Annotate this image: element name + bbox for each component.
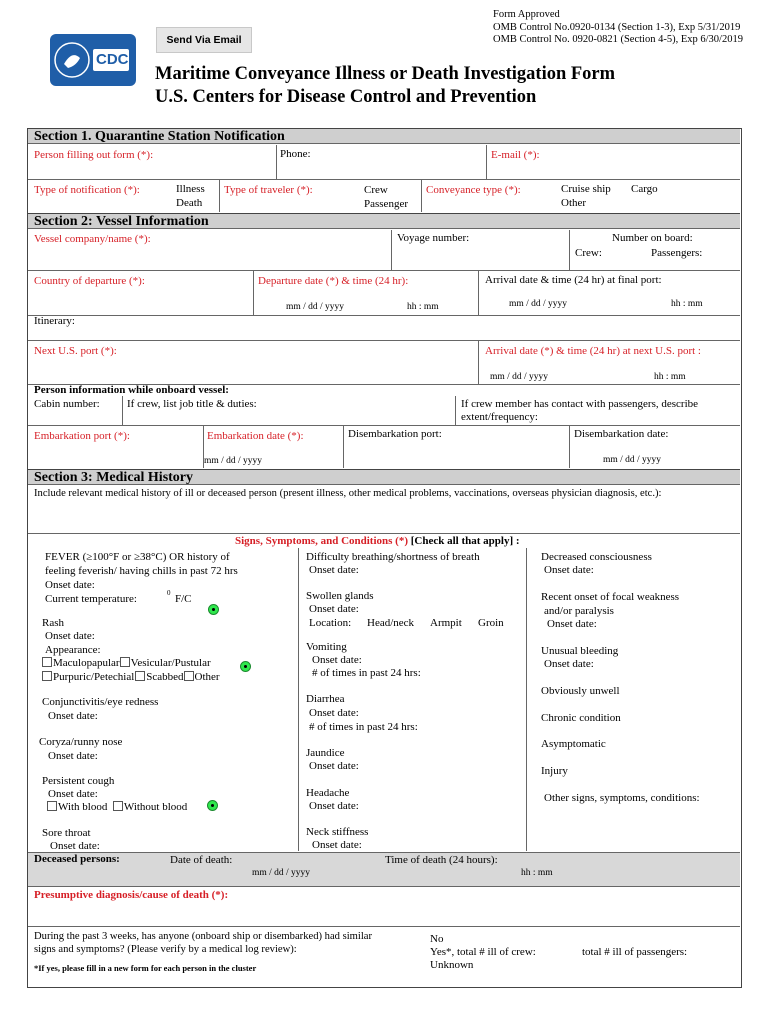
email-label: E-mail (*):: [491, 149, 540, 161]
cdc-logo-text: CDC: [96, 51, 129, 68]
time-of-death-label: Time of death (24 hours):: [385, 854, 498, 866]
time-of-death-placeholder[interactable]: hh : mm: [521, 868, 553, 878]
temp-unit: F/C: [175, 593, 192, 605]
type-of-traveler-label: Type of traveler (*):: [224, 184, 313, 196]
focal-onset-label: Onset date:: [547, 618, 597, 630]
form-subtitle: U.S. Centers for Disease Control and Prevention: [155, 87, 537, 107]
departure-date-placeholder[interactable]: mm / dd / yyyy: [286, 302, 345, 312]
signs-symptoms-header: Signs, Symptoms, and Conditions (*) [Check all that apply] :: [235, 535, 520, 547]
unwell-label: Obviously unwell: [541, 685, 620, 697]
option-scabbed[interactable]: Scabbed: [146, 671, 184, 683]
checkbox-icon[interactable]: [42, 671, 52, 681]
option-crew[interactable]: Crew: [364, 184, 388, 196]
embarkation-port-label: Embarkation port (*):: [34, 430, 130, 442]
option-cargo[interactable]: Cargo: [631, 183, 658, 195]
deceased-band: [28, 852, 740, 887]
cdc-logo: [50, 34, 136, 86]
coryza-label: Coryza/runny nose: [39, 736, 123, 748]
itinerary-label: Itinerary:: [34, 315, 75, 327]
section-1-header: Section 1. Quarantine Station Notification: [28, 128, 740, 144]
cough-onset-label: Onset date:: [48, 788, 98, 800]
option-armpit[interactable]: Armpit: [430, 617, 462, 629]
option-passenger[interactable]: Passenger: [364, 198, 408, 210]
omb-notice: [493, 9, 743, 47]
total-ill-passengers-label: total # ill of passengers:: [582, 946, 688, 958]
focal-weakness-label-2: and/or paralysis: [544, 605, 614, 617]
deceased-persons-label: Deceased persons:: [34, 853, 120, 865]
conveyance-type-label: Conveyance type (*):: [426, 184, 521, 196]
cough-blood-row: [47, 801, 187, 813]
checkbox-icon[interactable]: [120, 657, 130, 667]
vessel-company-label: Vessel company/name (*):: [34, 233, 151, 245]
decreased-onset-label: Onset date:: [544, 564, 594, 576]
option-no[interactable]: No: [430, 933, 444, 945]
arrival-final-port-label: Arrival date & time (24 hr) at final port:: [485, 274, 662, 286]
person-filling-label: Person filling out form (*):: [34, 149, 154, 161]
option-unknown[interactable]: Unknown: [430, 959, 474, 971]
arrival-next-time-placeholder[interactable]: hh : mm: [654, 372, 686, 382]
bleeding-onset-label: Onset date:: [544, 658, 594, 670]
chronic-label: Chronic condition: [541, 712, 621, 724]
rash-appearance-row-2: [42, 671, 220, 683]
omb-control-1: OMB Control No.0920-0134 (Section 1-3), Exp 5/31/2019: [493, 21, 741, 33]
other-signs-label: Other signs, symptoms, conditions:: [544, 792, 700, 804]
decreased-consciousness-label: Decreased consciousness: [541, 551, 652, 563]
diarrhea-label: Diarrhea: [306, 693, 345, 705]
departure-time-placeholder[interactable]: hh : mm: [407, 302, 439, 312]
checkbox-icon[interactable]: [47, 801, 57, 811]
diarrhea-times-label: # of times in past 24 hrs:: [309, 721, 418, 733]
diarrhea-onset-label: Onset date:: [309, 707, 359, 719]
departure-date-label: Departure date (*) & time (24 hr):: [258, 275, 409, 287]
type-of-notification-label: Type of notification (*):: [34, 184, 140, 196]
sore-throat-label: Sore throat: [42, 827, 91, 839]
rash-appearance-row-1: [42, 657, 211, 669]
embarkation-date-placeholder[interactable]: mm / dd / yyyy: [204, 456, 263, 466]
option-groin[interactable]: Groin: [478, 617, 504, 629]
section-2-header: Section 2: Vessel Information: [28, 213, 740, 229]
option-cruise-ship[interactable]: Cruise ship: [561, 183, 611, 195]
radio-dot-icon[interactable]: [208, 604, 219, 615]
option-yes-crew[interactable]: Yes*, total # ill of crew:: [430, 946, 536, 958]
cluster-note: *If yes, please fill in a new form for each person in the cluster: [34, 963, 257, 973]
presumptive-diagnosis-label: Presumptive diagnosis/cause of death (*):: [34, 889, 229, 901]
appearance-label: Appearance:: [45, 644, 101, 656]
arrival-next-port-label: Arrival date (*) & time (24 hr) at next U.S. port :: [485, 345, 701, 357]
swollen-location-label: Location:: [309, 617, 352, 629]
checkbox-icon[interactable]: [113, 801, 123, 811]
disembarkation-date-label: Disembarkation date:: [574, 428, 669, 440]
crew-contact-label-2: extent/frequency:: [461, 411, 538, 423]
arrival-next-date-placeholder[interactable]: mm / dd / yyyy: [490, 372, 549, 382]
bleeding-label: Unusual bleeding: [541, 645, 619, 657]
breathing-onset-label: Onset date:: [309, 564, 359, 576]
fever-label-1: FEVER (≥100°F or ≥38°C) OR history of: [45, 551, 230, 563]
rash-onset-label: Onset date:: [45, 630, 95, 642]
past-3-weeks-question-2: signs and symptoms? (Please verify by a medical log review):: [34, 944, 297, 955]
neck-onset-label: Onset date:: [312, 839, 362, 851]
vomiting-times-label: # of times in past 24 hrs:: [312, 667, 421, 679]
option-purpuric[interactable]: Purpuric/Petechial: [53, 671, 135, 683]
section-3-header: Section 3: Medical History: [28, 469, 740, 485]
option-other-conveyance[interactable]: Other: [561, 197, 587, 209]
arrival-final-date-placeholder[interactable]: mm / dd / yyyy: [509, 299, 568, 309]
focal-weakness-label-1: Recent onset of focal weakness: [541, 591, 680, 603]
send-via-email-button[interactable]: Send Via Email: [156, 27, 252, 53]
option-without-blood[interactable]: Without blood: [123, 801, 188, 813]
sore-throat-onset-label: Onset date:: [50, 840, 100, 852]
swollen-onset-label: Onset date:: [309, 603, 359, 615]
next-us-port-label: Next U.S. port (*):: [34, 345, 117, 357]
checkbox-icon[interactable]: [184, 671, 194, 681]
country-of-departure-label: Country of departure (*):: [34, 275, 145, 287]
option-death[interactable]: Death: [176, 197, 203, 209]
cough-label: Persistent cough: [42, 775, 115, 787]
option-maculopapular[interactable]: Maculopapular: [53, 657, 120, 669]
option-vesicular[interactable]: Vesicular/Pustular: [130, 657, 211, 669]
crew-count-label: Crew:: [575, 247, 602, 259]
date-of-death-placeholder[interactable]: mm / dd / yyyy: [252, 868, 311, 878]
person-info-header: Person information while onboard vessel:: [34, 384, 229, 396]
fever-onset-label: Onset date:: [45, 579, 95, 591]
conjunctivitis-label: Conjunctivitis/eye redness: [42, 696, 159, 708]
injury-label: Injury: [541, 765, 568, 777]
degree-symbol: 0: [167, 589, 171, 597]
jaundice-label: Jaundice: [306, 747, 345, 759]
disembarkation-date-placeholder[interactable]: mm / dd / yyyy: [603, 455, 662, 465]
arrival-final-time-placeholder[interactable]: hh : mm: [671, 299, 703, 309]
option-illness[interactable]: Illness: [176, 183, 205, 195]
option-other-rash[interactable]: Other: [194, 671, 220, 683]
number-on-board-label: Number on board:: [612, 232, 693, 244]
fever-label-2: feeling feverish/ having chills in past 72 hrs: [45, 565, 238, 577]
disembarkation-port-label: Disembarkation port:: [348, 428, 442, 440]
cabin-number-label: Cabin number:: [34, 398, 100, 410]
rash-label: Rash: [42, 617, 64, 629]
radio-dot-icon[interactable]: [240, 661, 251, 672]
headache-onset-label: Onset date:: [309, 800, 359, 812]
phone-label: Phone:: [280, 148, 311, 160]
voyage-number-label: Voyage number:: [397, 232, 470, 244]
asymptomatic-label: Asymptomatic: [541, 738, 606, 750]
current-temp-label: Current temperature:: [45, 593, 137, 605]
coryza-onset-label: Onset date:: [48, 750, 98, 762]
passengers-count-label: Passengers:: [651, 247, 703, 259]
neck-stiffness-label: Neck stiffness: [306, 826, 369, 838]
breathing-label: Difficulty breathing/shortness of breath: [306, 551, 480, 563]
medical-history-instructions: Include relevant medical history of ill or deceased person (present illness, other medical problems, vaccinations, overseas physician diagnosis, etc.):: [34, 488, 662, 499]
crew-contact-label-1: If crew member has contact with passengers, describe: [461, 398, 699, 410]
vomiting-onset-label: Onset date:: [312, 654, 362, 666]
date-of-death-label: Date of death:: [170, 854, 233, 866]
vomiting-label: Vomiting: [306, 641, 347, 653]
checkbox-icon[interactable]: [42, 657, 52, 667]
omb-control-2: OMB Control No. 0920-0821 (Section 4-5), Exp 6/30/2019: [493, 34, 743, 45]
option-head-neck[interactable]: Head/neck: [367, 617, 415, 629]
past-3-weeks-question-1: During the past 3 weeks, has anyone (onboard ship or disembarked) had similar: [34, 931, 373, 942]
radio-dot-icon[interactable]: [207, 800, 218, 811]
conjunctivitis-onset-label: Onset date:: [48, 710, 98, 722]
form-approved: Form Approved: [493, 9, 560, 20]
job-duties-label: If crew, list job title & duties:: [127, 398, 257, 410]
jaundice-onset-label: Onset date:: [309, 760, 359, 772]
embarkation-date-label: Embarkation date (*):: [207, 430, 304, 442]
option-with-blood[interactable]: With blood: [58, 801, 108, 813]
headache-label: Headache: [306, 787, 350, 799]
form-title: Maritime Conveyance Illness or Death Investigation Form: [155, 64, 616, 84]
swollen-glands-label: Swollen glands: [306, 590, 374, 602]
checkbox-icon[interactable]: [135, 671, 145, 681]
